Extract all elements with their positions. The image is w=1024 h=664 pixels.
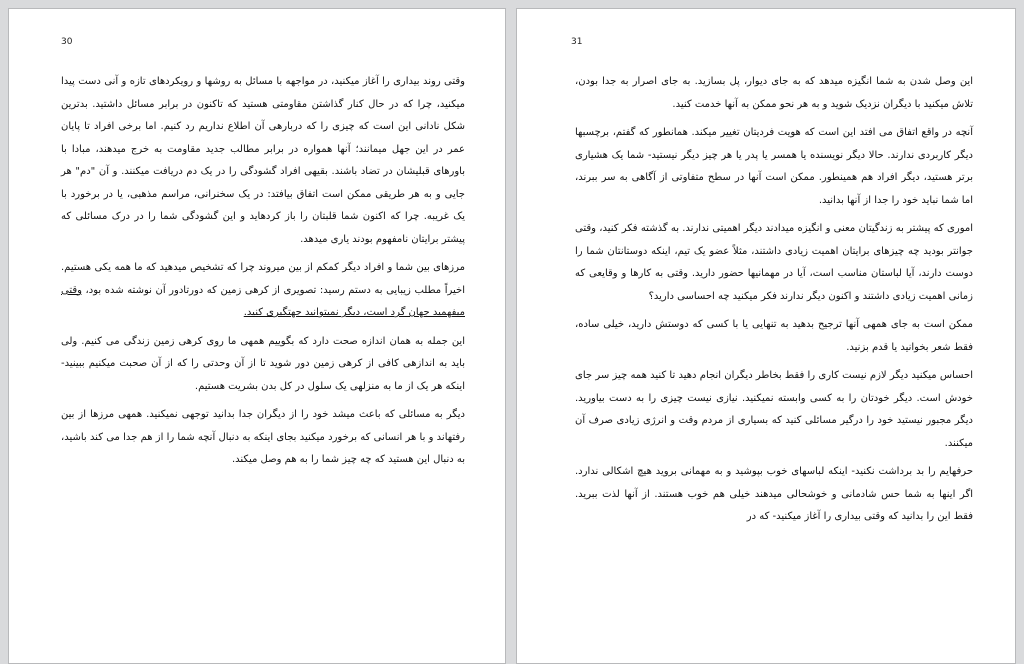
paragraph-text: مرزهای بین شما و افراد دیگر کمکم از بین میروند چرا که تشخیص میدهید که ما همه یکی هستیم. اخیراً مطلب زیبایی به دستم رسید: تصویری از کرهی زمین که دورتادور آن نوشته شده بود، <box>61 262 465 296</box>
paragraph: این جمله به همان اندازه صحت دارد که بگوییم همهی ما روی کرهی زمین زندگی می کنیم. ولی باید به اندازهی کافی از کرهی زمین دور شوید تا از آن وحدتی را که از آن صحبت میکنیم ببینید- اینکه هر یک از ما به منزلهی یک سلول در کل بدن بشریت هستیم. <box>61 335 465 392</box>
page-body <box>575 71 973 535</box>
page-number: 31 <box>571 37 583 47</box>
paragraph: این وصل شدن به شما انگیزه میدهد که به جای دیوار، پل بسازید. به جای اصرار به جدا بودن، تلاش میکنید با دیگران نزدیک شوید و به هر نحو ممکن به آنها خدمت کنید. <box>575 76 973 110</box>
page-number: 30 <box>61 37 73 47</box>
right-page <box>516 8 1016 664</box>
left-page <box>8 8 506 664</box>
paragraph: احساس میکنید دیگر لازم نیست کاری را فقط بخاطر دیگران انجام دهید تا کنید همه چیز سر جای خودش است. دیگر خودتان را به کسی وابسته نمیکنید. نیازی نیست چیزی را به دست بیاورید. دیگر مجبور نیستید خود را درگیر مسائلی کنید که بسیاری از مردم وقت و انرژی زیادی صرف آن میکنند. <box>575 370 973 449</box>
paragraph: آنچه در واقع اتفاق می افتد این است که هویت فردیتان تغییر میکند. همانطور که گفتم، برچسبها دیگر کاربردی ندارند. حالا دیگر نویسنده یا همسر یا پدر یا هر چیز دیگر نیستید- شما یک هشیاری برتر هستید، دیگر افراد هم همینطور. ممکن است آنها در سطح متفاوتی از آگاهی به سر ببرند، اما شما نباید خود را جدا از آنها بدانید. <box>575 127 973 206</box>
paragraph: وقتی روند بیداری را آغاز میکنید، در مواجهه با مسائل به روشها و رویکردهای تازه و آنی دست پیدا میکنید، چرا که در حال کنار گذاشتن مقاومتی هستید که تاکنون در برابر مسائل داشتید. بدترین شکل نادانی این است که چیزی را که دربارهی آن اطلاع نداریم رد کنیم. اما برخی افراد تا پایان عمر در این جهل میمانند؛ آنها همواره در برابر مطالب جدید مقاومت به خرج میدهند، مبادا با باورهای قبلیشان در تضاد باشند. بقیهی افراد گشودگی را در یک دم دریافت میکنند. و آن "دم" هر جایی و به هر طریقی ممکن است اتفاق بیافتد: در یک سخنرانی، مراسم مذهبی، یا در برخورد با یک غریبه. چرا که اکنون شما قلبتان را باز کردهاید و این گشودگی شما را در درک مسائلی که پیشتر برایتان نامفهوم بودند یاری میدهد. <box>61 76 465 245</box>
page-body <box>61 71 465 478</box>
paragraph <box>61 257 465 325</box>
paragraph: اموری که پیشتر به زندگیتان معنی و انگیزه میدادند دیگر اهمیتی ندارند. به گذشته فکر کنید، وقتی جوانتر بودید چه چیزهای برایتان اهمیت زیادی داشتند، مثلاً عضو یک تیم، اینکه دوستانتان شما را دوست دارند، آیا لباستان مناسب است، آیا در مهمانیها حضور دارید. وقتی به کارها و وقایعی که زمانی اهمیت زیادی داشتند و اکنون دیگر ندارند فکر میکنید چه احساسی دارید؟ <box>575 223 973 302</box>
paragraph: دیگر به مسائلی که باعث میشد خود را از دیگران جدا بدانید توجهی نمیکنید. همهی مرزها از بین رفتهاند و با هر انسانی که برخورد میکنید بجای اینکه به دنبال آنچه شما را از هم جدا می کند باشید، به دنبال این هستید که چه چیز شما را به هم وصل میکند. <box>61 409 465 465</box>
paragraph: حرفهایم را بد برداشت نکنید- اینکه لباسهای خوب بپوشید و به مهمانی بروید هیچ اشکالی ندارد. اگر اینها به شما حس شادمانی و خوشحالی میدهند خیلی هم خوب هستند. از آنها لذت ببرید. فقط این را بدانید که وقتی بیداری را آغاز میکنید- که در <box>575 466 973 522</box>
underlined-quote: وقتی میفهمید جهان گرد است، دیگر نمیتوانید جهتگیری کنید. <box>61 284 465 318</box>
paragraph: ممکن است به جای همهی آنها ترجیح بدهید به تنهایی یا با کسی که دوستش دارید، خیلی ساده، فقط شعر بخوانید یا قدم بزنید. <box>575 319 973 353</box>
